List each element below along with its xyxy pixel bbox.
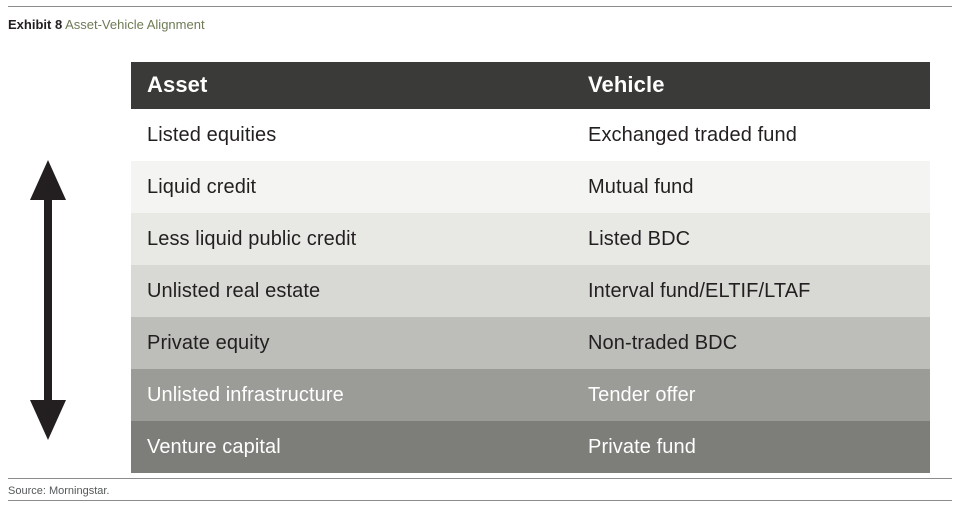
source-note: Source: Morningstar. [8,485,110,497]
cell-vehicle: Private fund [572,421,930,473]
table-row [131,421,930,473]
cell-asset: Venture capital [131,421,572,473]
cell-vehicle: Tender offer [572,369,930,421]
column-header-asset: Asset [131,62,572,109]
cell-vehicle: Non-traded BDC [572,317,930,369]
cell-vehicle: Listed BDC [572,213,930,265]
cell-asset: Unlisted infrastructure [131,369,572,421]
source-top-divider [8,478,952,479]
table-row [131,369,930,421]
cell-asset: Listed equities [131,109,572,161]
exhibit-title: Asset-Vehicle Alignment [65,17,205,32]
table-row [131,317,930,369]
table-header-row [131,62,930,109]
cell-asset: Liquid credit [131,161,572,213]
table-row [131,109,930,161]
exhibit-caption [8,17,205,33]
double-headed-vertical-arrow-icon [26,160,70,440]
cell-vehicle: Mutual fund [572,161,930,213]
cell-asset: Private equity [131,317,572,369]
table-row [131,265,930,317]
cell-vehicle: Exchanged traded fund [572,109,930,161]
exhibit-label: Exhibit 8 [8,17,63,32]
cell-asset: Unlisted real estate [131,265,572,317]
cell-asset: Less liquid public credit [131,213,572,265]
bottom-divider [8,500,952,501]
column-header-vehicle: Vehicle [572,62,930,109]
cell-vehicle: Interval fund/ELTIF/LTAF [572,265,930,317]
table-row [131,161,930,213]
top-divider [8,6,952,7]
table-row [131,213,930,265]
asset-vehicle-table [131,62,930,473]
